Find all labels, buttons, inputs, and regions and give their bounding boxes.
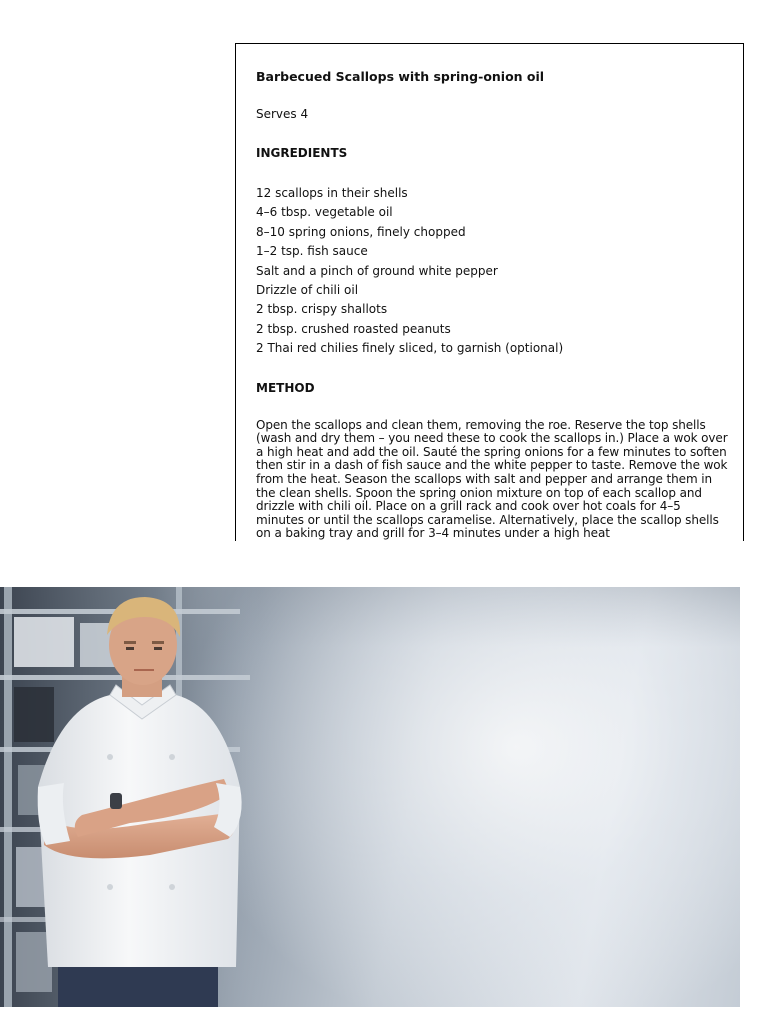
ingredient-item: 8–10 spring onions, finely chopped (256, 224, 466, 239)
ingredient-item: 4–6 tbsp. vegetable oil (256, 205, 393, 220)
recipe-title: Barbecued Scallops with spring-onion oil (256, 69, 545, 84)
ingredient-item: Drizzle of chili oil (256, 283, 359, 298)
ingredient-item: 1–2 tsp. fish sauce (256, 244, 368, 259)
recipe-content (256, 69, 728, 541)
ingredients-list (256, 184, 728, 359)
ingredients-heading: INGREDIENTS (256, 146, 348, 160)
ingredient-item: Salt and a pinch of ground white pepper (256, 263, 498, 278)
ingredient-item: 12 scallops in their shells (256, 186, 408, 200)
method-text: Open the scallops and clean them, removing the roe. Reserve the top shells (wash and dry them – you need these to cook the scallops in.) Place a wok over a high heat and add the oil. Sauté the spring onions for a few minutes to soften then stir in a dash of fish sauce and the white pepper to taste. Remove the wok from the heat. Season the scallops with salt and pepper and arrange them in the clean shells. Spoon the spring onion mixture on top of each scallop and drizzle with chili oil. Place on a grill rack and cook over hot coals for 4–5 minutes or until the scallops caramelise. Alternatively, place the scallop shells on a baking tray and grill for 3–4 minutes under a high heat (256, 417, 728, 541)
recipe-card (235, 43, 744, 541)
chef-banner-image (0, 587, 740, 1007)
ingredient-item: 2 tbsp. crushed roasted peanuts (256, 321, 451, 336)
ingredient-item: 2 Thai red chilies finely sliced, to garnish (optional) (256, 341, 564, 356)
ingredient-item: 2 tbsp. crispy shallots (256, 302, 388, 317)
serves-text: Serves 4 (256, 107, 309, 121)
chef-photo-illustration (0, 587, 740, 1007)
method-heading: METHOD (256, 380, 315, 395)
